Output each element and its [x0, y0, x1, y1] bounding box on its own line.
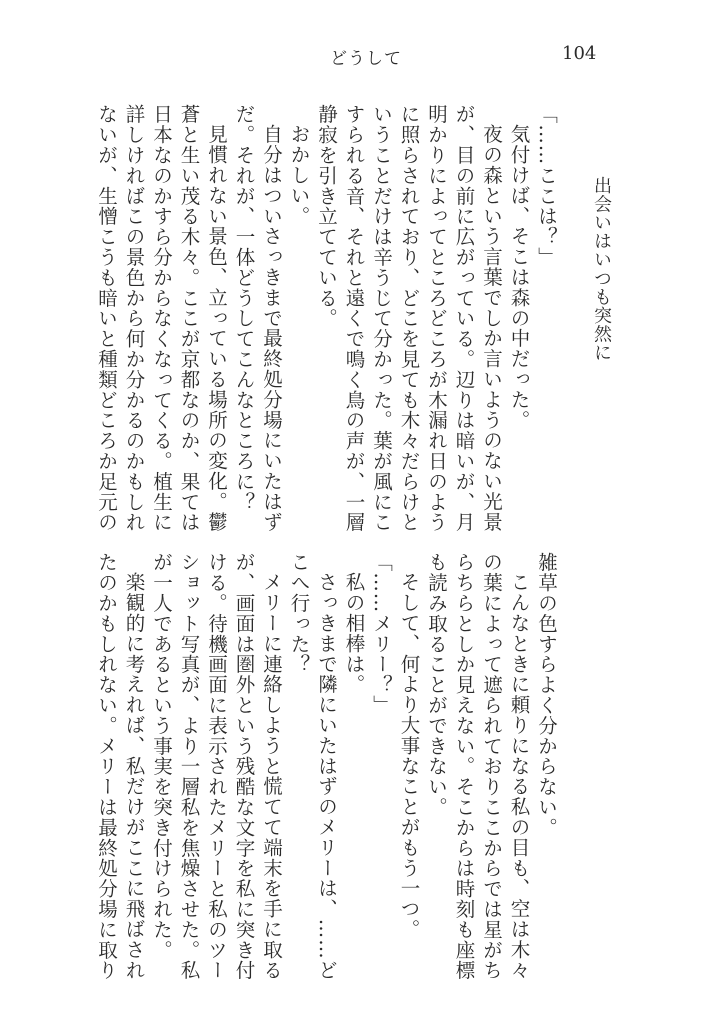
text-column: 自分はついさっきまで最終処分場にいたはず: [260, 124, 283, 533]
text-column: が、目の前に広がっている。辺りは暗いが、月: [452, 104, 476, 533]
text-column: いうことだけは辛うじて分かった。葉が風にこ: [370, 104, 393, 533]
text-column: おかしい。: [287, 124, 311, 227]
text-column: らちらとしか見えない。そこからは時刻も座標: [452, 552, 476, 981]
text-column: そして、何より大事なことがもう一つ。: [397, 572, 421, 940]
lower-text-block: [92, 552, 560, 981]
page-number: 104: [562, 43, 597, 64]
text-column: 「……メリー？」: [370, 552, 393, 716]
text-column: 「……ここは？」: [535, 104, 558, 268]
chapter-title: 出会いはいつも突然に: [591, 176, 612, 362]
text-column: ける。待機画面に表示されたメリーと私のツー: [205, 552, 228, 981]
text-column: が一人であるという事実を突き付けられた。: [150, 552, 173, 960]
text-column: が、画面は圏外という残酷な文字を私に突き付: [232, 552, 256, 981]
text-column: 気付けば、そこは森の中だった。: [507, 124, 531, 431]
text-column: 静寂を引き立てている。: [315, 104, 338, 329]
text-column: 蒼と生い茂る木々。ここが京都なのか、果ては: [177, 104, 201, 533]
text-column: 見慣れない景色、立っている場所の変化。鬱: [205, 124, 228, 533]
text-column: 日本なのかすら分からなくなってくる。植生に: [150, 104, 173, 533]
text-column: も読み取ることができない。: [425, 552, 448, 818]
text-column: だ。それが、一体どうしてこんなところに？: [232, 104, 256, 512]
text-column: 雑草の色すらよく分からない。: [535, 552, 558, 838]
text-column: メリーに連絡しようと慌てて端末を手に取る: [260, 572, 283, 981]
text-column: 私の相棒は。: [342, 572, 366, 695]
text-column: こへ行った？: [287, 552, 311, 675]
text-column: たのかもしれない。メリーは最終処分場に取り: [95, 552, 118, 981]
running-head: どうして: [330, 49, 402, 69]
text-column: 詳しければこの景色から何か分かるのかもしれ: [122, 104, 146, 533]
text-column: に照らされており、どこを見ても木々だらけと: [397, 104, 421, 533]
text-column: 楽観的に考えれば、私だけがここに飛ばされ: [122, 572, 146, 981]
upper-text-block: [92, 104, 560, 533]
text-column: こんなときに頼りになる私の目も、空は木々: [507, 572, 531, 981]
text-column: の葉によって遮られておりここからでは星がち: [480, 552, 503, 981]
text-column: ないが、生憎こうも暗いと種類どころか足元の: [95, 104, 118, 533]
text-column: 夜の森という言葉でしか言いようのない光景: [480, 124, 503, 533]
text-column: ショット写真が、より一層私を焦燥させた。私: [177, 552, 201, 981]
text-column: すられる音、それと遠くで鳴く鳥の声が、一層: [342, 104, 366, 533]
text-column: 明かりによってところどころが木漏れ日のよう: [425, 104, 448, 533]
text-column: さっきまで隣にいたはずのメリーは、……ど: [315, 572, 338, 981]
